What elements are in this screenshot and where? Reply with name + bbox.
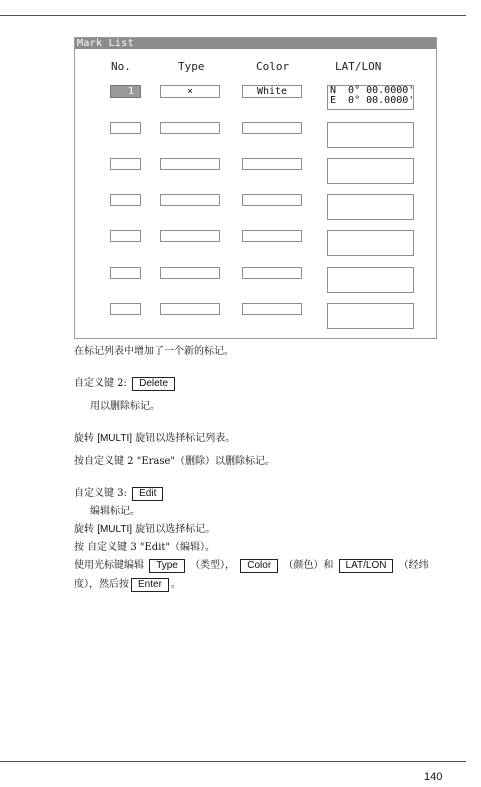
- custom-key-2-desc: 用以删除标记。: [90, 401, 160, 412]
- row5-latlon-cell[interactable]: [327, 230, 414, 256]
- rotate-label-1: 旋转: [74, 433, 94, 444]
- col-header-type: Type: [178, 60, 205, 73]
- rotate-desc-2: 旋钮以选择标记。: [135, 524, 216, 535]
- row1-type-cell[interactable]: [160, 85, 220, 98]
- row2-color-cell[interactable]: [242, 122, 302, 134]
- col-header-color: Color: [256, 60, 290, 73]
- row3-type-cell[interactable]: [160, 158, 220, 170]
- edit-key: Edit: [132, 487, 163, 501]
- custom-key-2-line: [74, 377, 177, 391]
- row4-latlon-cell[interactable]: [327, 194, 414, 220]
- row1-lat: N 0° 00.0000': [330, 85, 415, 96]
- row1-no: 1: [127, 86, 134, 97]
- row4-type-cell[interactable]: [160, 194, 220, 206]
- row1-latlon-cell[interactable]: [327, 85, 414, 110]
- row1-type: ×: [186, 86, 194, 97]
- row5-no-cell[interactable]: [110, 230, 141, 242]
- row6-latlon-cell[interactable]: [327, 267, 414, 293]
- period: 。: [170, 579, 181, 590]
- then-press-label: 度），然后按: [74, 579, 129, 590]
- latlon-desc: （经纬: [398, 560, 429, 571]
- new-mark-added-text: 在标记列表中增加了一个新的标记。: [74, 346, 234, 357]
- row2-latlon-cell[interactable]: [327, 122, 414, 148]
- custom-key-2-label: 自定义键 2:: [74, 378, 127, 389]
- latlon-key: LAT/LON: [339, 559, 394, 573]
- row7-no-cell[interactable]: [110, 303, 141, 315]
- type-key: Type: [149, 559, 185, 573]
- color-key: Color: [240, 559, 278, 573]
- panel-title: Mark List: [75, 38, 436, 49]
- row2-no-cell[interactable]: [110, 122, 141, 134]
- row2-type-cell[interactable]: [160, 122, 220, 134]
- rotate-desc-1: 旋钮以选择标记列表。: [135, 433, 236, 444]
- row6-type-cell[interactable]: [160, 267, 220, 279]
- type-desc: （类型），: [190, 560, 236, 571]
- col-header-latlon: LAT/LON: [335, 60, 382, 73]
- press-erase-line: 按自定义键 2 "Erase"（删除）以删除标记。: [74, 456, 276, 467]
- row4-color-cell[interactable]: [242, 194, 302, 206]
- row6-no-cell[interactable]: [110, 267, 141, 279]
- cursor-edit-line-2: [74, 578, 181, 592]
- row3-no-cell[interactable]: [110, 158, 141, 170]
- row1-color: White: [256, 86, 288, 97]
- row1-lon: E 0° 00.0000': [330, 95, 415, 106]
- row3-latlon-cell[interactable]: [327, 158, 414, 184]
- custom-key-3-line: [74, 487, 165, 501]
- mark-list-panel: [74, 37, 437, 339]
- multi-knob-label-1: [MULTI]: [97, 433, 133, 444]
- row1-color-cell[interactable]: [242, 85, 302, 98]
- row6-color-cell[interactable]: [242, 267, 302, 279]
- enter-key: Enter: [131, 578, 169, 592]
- row4-no-cell[interactable]: [110, 194, 141, 206]
- row7-type-cell[interactable]: [160, 303, 220, 315]
- page-number: 140: [424, 771, 443, 783]
- custom-key-3-label: 自定义键 3:: [74, 488, 127, 499]
- row7-latlon-cell[interactable]: [327, 303, 414, 329]
- rotate-multi-line-1: [74, 432, 235, 445]
- press-edit-line: 按 自定义键 3 "Edit"（编辑）。: [74, 542, 216, 553]
- row3-color-cell[interactable]: [242, 158, 302, 170]
- row5-color-cell[interactable]: [242, 230, 302, 242]
- custom-key-3-desc: 编辑标记。: [90, 506, 140, 517]
- cursor-edit-line: [74, 559, 429, 573]
- row1-no-cell[interactable]: [110, 85, 141, 98]
- rotate-multi-line-2: [74, 523, 215, 536]
- row7-color-cell[interactable]: [242, 303, 302, 315]
- row5-type-cell[interactable]: [160, 230, 220, 242]
- delete-key: Delete: [132, 377, 175, 391]
- rotate-label-2: 旋转: [74, 524, 94, 535]
- cursor-edit-label: 使用光标键编辑: [74, 560, 144, 571]
- col-header-no: No.: [111, 60, 131, 73]
- header-rule: [0, 15, 466, 16]
- color-desc: （颜色）和: [283, 560, 334, 571]
- multi-knob-label-2: [MULTI]: [97, 524, 133, 535]
- footer-rule: [0, 761, 466, 762]
